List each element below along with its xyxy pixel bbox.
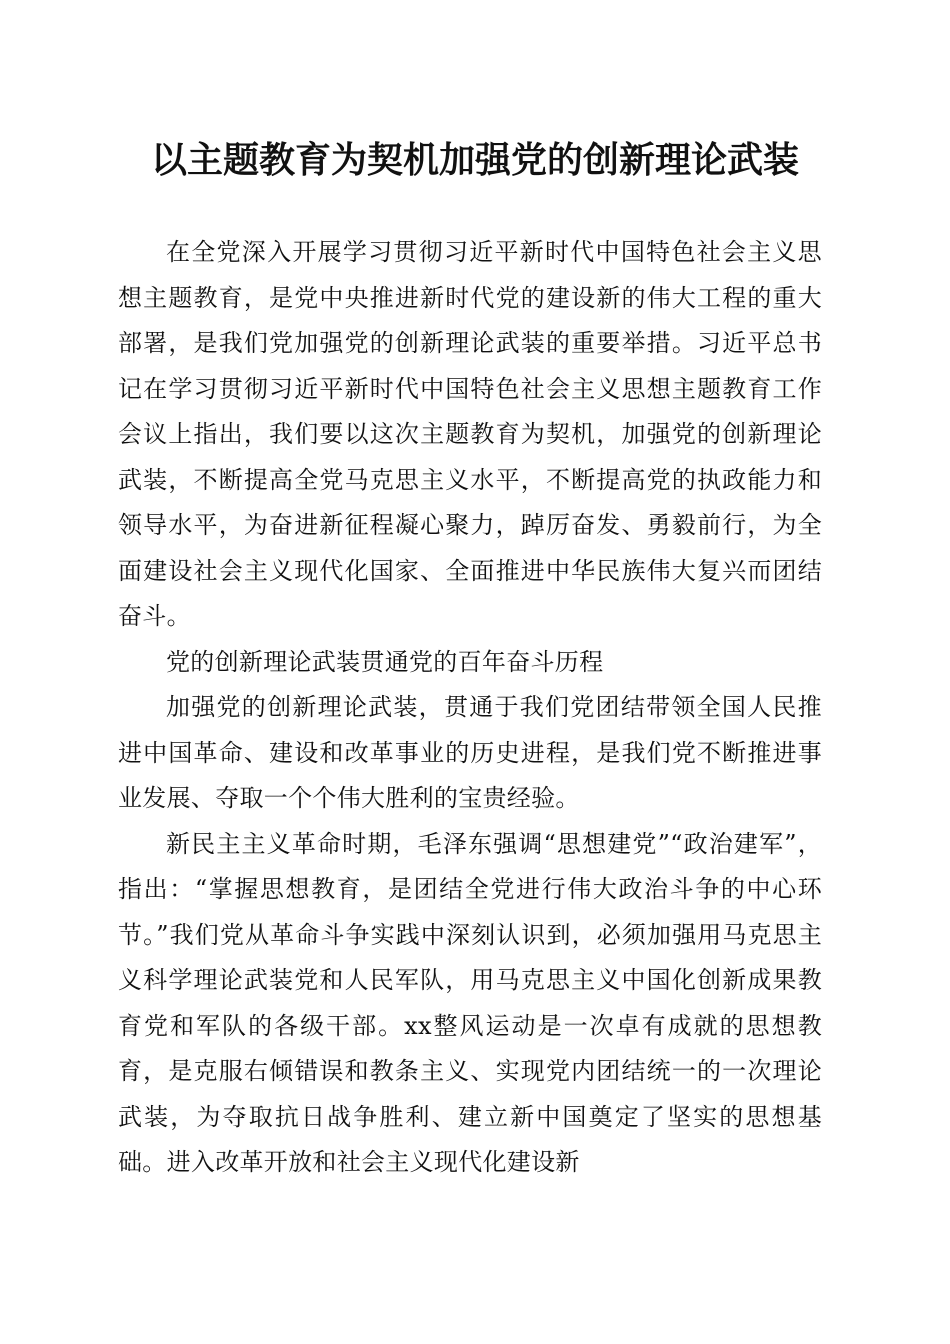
section-heading: 党的创新理论武装贯通党的百年奋斗历程: [166, 647, 604, 676]
paragraph-history: 加强党的创新理论武装，贯通于我们党团结带领全国人民推进中国革命、建设和改革事业的历史进程，是我们党不断推进事业发展、夺取一个个伟大胜利的宝贵经验。: [118, 693, 822, 812]
document-title: 以主题教育为契机加强党的创新理论武装: [150, 139, 799, 181]
paragraph-intro: 在全党深入开展学习贯彻习近平新时代中国特色社会主义思想主题教育，是党中央推进新时代党的建设新的伟大工程的重大部署，是我们党加强党的创新理论武装的重要举措。习近平总书记在学习贯彻习近平新时代中国特色社会主义思想主题教育工作会议上指出，我们要以这次主题教育为契机，加强党的创新理论武装，不断提高全党马克思主义水平，不断提高党的执政能力和领导水平，为奋进新征程凝心聚力，踔厉奋发、勇毅前行，为全面建设社会主义现代化国家、全面推进中华民族伟大复兴而团结奋斗。: [118, 238, 822, 630]
document-body: [118, 230, 822, 1186]
paragraph-revolution-period: 新民主主义革命时期，毛泽东强调“思想建党”“政治建军”，指出：“掌握思想教育，是团结全党进行伟大政治斗争的中心环节。”我们党从革命斗争实践中深刻认识到，必须加强用马克思主义科学理论武装党和人民军队，用马克思主义中国化创新成果教育党和军队的各级干部。xx整风运动是一次卓有成就的思想教育，是克服右倾错误和教条主义、实现党内团结统一的一次理论武装，为夺取抗日战争胜利、建立新中国奠定了坚实的思想基础。进入改革开放和社会主义现代化建设新: [118, 829, 822, 1176]
